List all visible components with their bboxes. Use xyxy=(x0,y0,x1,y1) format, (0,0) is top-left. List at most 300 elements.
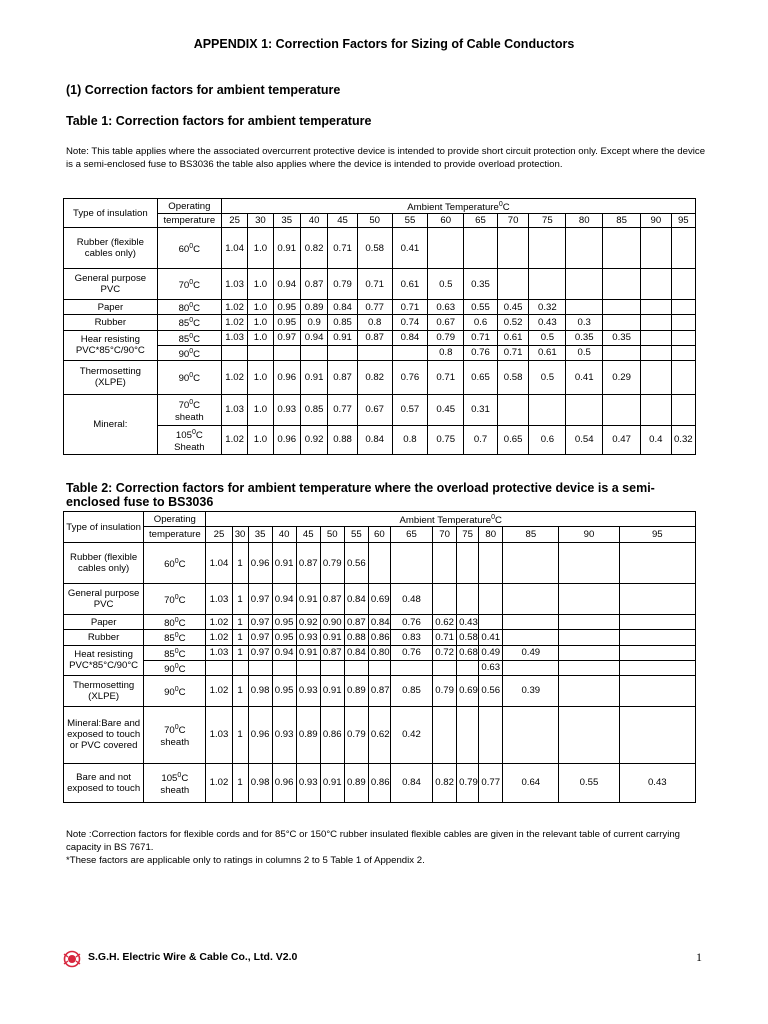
factor-cell: 0.91 xyxy=(296,645,320,660)
factor-cell: 0.71 xyxy=(464,330,498,345)
insulation-type: Thermosetting (XLPE) xyxy=(64,360,158,394)
col-header-temperature: temperature xyxy=(157,214,221,228)
factor-cell xyxy=(503,660,559,675)
factor-cell: 0.87 xyxy=(368,675,390,706)
op-temp-value: 90 xyxy=(164,687,175,699)
celsius-mark: C xyxy=(178,663,186,675)
factor-cell: 1 xyxy=(232,763,248,802)
op-temp-value: 105 xyxy=(161,773,178,785)
factor-cell: 0.90 xyxy=(320,615,344,630)
celsius-mark: C xyxy=(193,400,201,412)
factor-cell: 0.5 xyxy=(428,269,464,300)
factor-cell: 1.03 xyxy=(206,645,232,660)
factor-cell xyxy=(641,345,672,360)
celsius-mark: C xyxy=(181,773,189,785)
factor-cell: 0.76 xyxy=(392,360,428,394)
ambient-label: Ambient Temperature xyxy=(399,515,492,527)
col-header-temperature: temperature xyxy=(144,527,206,543)
temp-header: 30 xyxy=(232,527,248,543)
factor-cell xyxy=(671,269,695,300)
factor-cell: 0.35 xyxy=(464,269,498,300)
col-header-insulation: Type of insulation xyxy=(64,512,144,543)
op-temp-value: 85 xyxy=(178,318,190,330)
factor-cell: 1.03 xyxy=(221,269,247,300)
celsius-mark: C xyxy=(193,373,201,385)
op-temp-value: 90 xyxy=(164,663,175,675)
factor-cell: 0.96 xyxy=(248,706,272,763)
factor-cell xyxy=(566,394,603,425)
factor-cell: 0.43 xyxy=(529,315,566,330)
degree-mark: 0 xyxy=(189,243,194,251)
factor-cell: 0.83 xyxy=(390,630,432,645)
bottom-note-2: *These factors are applicable only to ratings in columns 2 to 5 Table 1 of Appendix 2. xyxy=(66,855,425,866)
factor-cell: 1.0 xyxy=(248,228,273,269)
factor-cell: 0.61 xyxy=(529,345,566,360)
op-temp-value: 80 xyxy=(164,618,175,630)
factor-cell xyxy=(273,345,300,360)
factor-cell xyxy=(503,706,559,763)
insulation-type: Paper xyxy=(64,300,158,315)
celsius-mark: C xyxy=(195,430,203,442)
table2 xyxy=(63,511,696,803)
factor-cell: 0.47 xyxy=(603,425,641,454)
degree-mark: 0 xyxy=(189,302,194,310)
factor-cell: 0.94 xyxy=(300,330,327,345)
factor-cell: 0.79 xyxy=(457,763,479,802)
factor-cell: 0.94 xyxy=(272,645,296,660)
factor-cell: 0.49 xyxy=(479,645,503,660)
temp-header: 50 xyxy=(357,214,392,228)
col-header-ambient xyxy=(206,512,696,527)
factor-cell: 1.0 xyxy=(248,360,273,394)
operating-temp xyxy=(157,269,221,300)
table-row xyxy=(64,645,696,660)
factor-cell xyxy=(619,660,695,675)
factor-cell xyxy=(300,345,327,360)
operating-temp xyxy=(144,706,206,763)
op-temp-value: 80 xyxy=(178,303,190,315)
factor-cell xyxy=(641,228,672,269)
insulation-type: Rubber xyxy=(64,630,144,645)
factor-cell: 0.92 xyxy=(296,615,320,630)
header-row xyxy=(64,199,696,214)
factor-cell: 0.88 xyxy=(344,630,368,645)
degree-mark: 0 xyxy=(189,279,194,287)
factor-cell: 0.96 xyxy=(272,763,296,802)
factor-cell xyxy=(559,675,619,706)
insulation-type: Rubber (flexible cables only) xyxy=(64,543,144,584)
insulation-type: General purpose PVC xyxy=(64,584,144,615)
factor-cell: 0.68 xyxy=(457,645,479,660)
degree-mark: 0 xyxy=(191,429,196,437)
factor-cell: 0.5 xyxy=(566,345,603,360)
factor-cell: 0.93 xyxy=(272,706,296,763)
factor-cell: 0.63 xyxy=(479,660,503,675)
insulation-type: Rubber xyxy=(64,315,158,330)
table-row xyxy=(64,345,696,360)
degree-mark: 0 xyxy=(174,647,179,655)
factor-cell: 0.3 xyxy=(566,315,603,330)
factor-cell xyxy=(320,660,344,675)
table-row xyxy=(64,228,696,269)
factor-cell: 0.32 xyxy=(671,425,695,454)
table-row xyxy=(64,543,696,584)
temp-header: 80 xyxy=(479,527,503,543)
factor-cell: 0.48 xyxy=(390,584,432,615)
header-row xyxy=(64,527,696,543)
factor-cell: 0.29 xyxy=(603,360,641,394)
celsius-mark: C xyxy=(193,333,201,345)
factor-cell xyxy=(232,660,248,675)
operating-temp xyxy=(157,315,221,330)
factor-cell: 0.79 xyxy=(328,269,357,300)
factor-cell xyxy=(559,615,619,630)
factor-cell: 0.58 xyxy=(357,228,392,269)
temp-header: 50 xyxy=(320,527,344,543)
insulation-type: Paper xyxy=(64,615,144,630)
factor-cell xyxy=(619,630,695,645)
factor-cell: 0.69 xyxy=(368,584,390,615)
factor-cell xyxy=(248,345,273,360)
temp-header: 25 xyxy=(206,527,232,543)
factor-cell: 1.0 xyxy=(248,394,273,425)
operating-temp xyxy=(157,300,221,315)
factor-cell: 1 xyxy=(232,615,248,630)
factor-cell: 0.95 xyxy=(272,675,296,706)
table-row xyxy=(64,269,696,300)
factor-cell: 0.71 xyxy=(497,345,529,360)
factor-cell xyxy=(619,675,695,706)
operating-temp xyxy=(144,660,206,675)
ambient-label: Ambient Temperature xyxy=(407,202,499,214)
temp-header: 75 xyxy=(529,214,566,228)
op-temp-value: 105 xyxy=(175,430,192,442)
factor-cell xyxy=(559,543,619,584)
table-row xyxy=(64,300,696,315)
factor-cell xyxy=(344,660,368,675)
factor-cell: 0.93 xyxy=(296,675,320,706)
factor-cell xyxy=(603,269,641,300)
factor-cell: 0.65 xyxy=(464,360,498,394)
sheath-label: sheath xyxy=(174,411,204,423)
factor-cell: 1.0 xyxy=(248,330,273,345)
factor-cell: 0.8 xyxy=(357,315,392,330)
factor-cell xyxy=(603,394,641,425)
factor-cell: 0.91 xyxy=(320,675,344,706)
temp-header: 55 xyxy=(344,527,368,543)
factor-cell: 0.65 xyxy=(497,425,529,454)
operating-temp xyxy=(144,543,206,584)
insulation-type: General purpose PVC xyxy=(64,269,158,300)
factor-cell xyxy=(457,706,479,763)
factor-cell: 0.82 xyxy=(300,228,327,269)
factor-cell: 0.95 xyxy=(273,315,300,330)
factor-cell: 0.55 xyxy=(559,763,619,802)
factor-cell xyxy=(497,394,529,425)
celsius-mark: C xyxy=(193,318,201,330)
factor-cell xyxy=(559,706,619,763)
bottom-note-1: Note :Correction factors for flexible cords and for 85°C or 150°C rubber insulated flexible cables are given in the relevant table of current carrying capacity in BS 7671. xyxy=(66,829,680,853)
factor-cell: 0.45 xyxy=(428,394,464,425)
sheath-label: Sheath xyxy=(174,441,205,453)
table-row xyxy=(64,315,696,330)
factor-cell: 1 xyxy=(232,706,248,763)
factor-cell: 1.02 xyxy=(206,675,232,706)
celsius-mark: C xyxy=(178,725,186,737)
factor-cell: 0.97 xyxy=(248,584,272,615)
table-row xyxy=(64,675,696,706)
factor-cell xyxy=(641,394,672,425)
factor-cell: 0.35 xyxy=(603,330,641,345)
factor-cell: 0.4 xyxy=(641,425,672,454)
factor-cell xyxy=(559,630,619,645)
factor-cell xyxy=(603,315,641,330)
factor-cell xyxy=(221,345,247,360)
celsius-mark: C xyxy=(178,618,186,630)
factor-cell: 0.96 xyxy=(273,425,300,454)
factor-cell: 1 xyxy=(232,543,248,584)
factor-cell xyxy=(497,228,529,269)
factor-cell: 0.76 xyxy=(390,645,432,660)
op-temp-value: 85 xyxy=(164,633,175,645)
factor-cell: 0.5 xyxy=(529,330,566,345)
factor-cell: 0.62 xyxy=(433,615,457,630)
table-row xyxy=(64,584,696,615)
temp-header: 60 xyxy=(368,527,390,543)
factor-cell: 0.95 xyxy=(273,300,300,315)
factor-cell: 0.55 xyxy=(464,300,498,315)
factor-cell: 0.84 xyxy=(368,615,390,630)
factor-cell xyxy=(328,345,357,360)
factor-cell xyxy=(206,660,232,675)
factor-cell xyxy=(479,543,503,584)
factor-cell xyxy=(559,645,619,660)
degree-mark: 0 xyxy=(177,772,182,780)
factor-cell: 0.71 xyxy=(392,300,428,315)
factor-cell: 0.87 xyxy=(300,269,327,300)
factor-cell: 0.87 xyxy=(328,360,357,394)
factor-cell: 0.71 xyxy=(433,630,457,645)
factor-cell: 0.84 xyxy=(392,330,428,345)
factor-cell xyxy=(457,543,479,584)
factor-cell: 0.31 xyxy=(464,394,498,425)
factor-cell: 1 xyxy=(232,645,248,660)
factor-cell: 0.94 xyxy=(272,584,296,615)
degree-mark: 0 xyxy=(491,514,495,521)
factor-cell: 1.02 xyxy=(221,315,247,330)
temp-header: 45 xyxy=(296,527,320,543)
factor-cell: 0.95 xyxy=(272,615,296,630)
col-header-operating: Operating xyxy=(157,199,221,214)
factor-cell: 0.85 xyxy=(300,394,327,425)
factor-cell: 0.76 xyxy=(390,615,432,630)
table-row xyxy=(64,660,696,675)
factor-cell: 0.94 xyxy=(273,269,300,300)
factor-cell xyxy=(357,345,392,360)
factor-cell: 0.58 xyxy=(457,630,479,645)
operating-temp xyxy=(144,584,206,615)
factor-cell: 0.84 xyxy=(344,645,368,660)
op-temp-value: 70 xyxy=(164,595,175,607)
operating-temp xyxy=(144,763,206,802)
col-header-ambient xyxy=(221,199,695,214)
factor-cell: 0.84 xyxy=(390,763,432,802)
insulation-type: Bare and not exposed to touch xyxy=(64,763,144,802)
temp-header: 35 xyxy=(273,214,300,228)
factor-cell: 0.41 xyxy=(479,630,503,645)
op-temp-value: 70 xyxy=(164,725,175,737)
factor-cell: 0.56 xyxy=(344,543,368,584)
celsius-mark: C xyxy=(193,303,201,315)
factor-cell: 1 xyxy=(232,630,248,645)
factor-cell: 0.76 xyxy=(464,345,498,360)
factor-cell: 0.92 xyxy=(300,425,327,454)
factor-cell xyxy=(559,660,619,675)
factor-cell: 0.61 xyxy=(497,330,529,345)
factor-cell: 0.58 xyxy=(497,360,529,394)
operating-temp xyxy=(144,675,206,706)
factor-cell xyxy=(641,300,672,315)
degree-mark: 0 xyxy=(174,685,179,693)
factor-cell: 1 xyxy=(232,584,248,615)
table-row xyxy=(64,706,696,763)
celsius-mark: C xyxy=(178,648,186,660)
insulation-type: Thermosetting (XLPE) xyxy=(64,675,144,706)
degree-mark: 0 xyxy=(174,594,179,602)
table-row xyxy=(64,630,696,645)
op-temp-value: 90 xyxy=(178,348,190,360)
factor-cell xyxy=(479,706,503,763)
op-temp-value: 85 xyxy=(164,648,175,660)
celsius-mark: C xyxy=(178,687,186,699)
factor-cell xyxy=(368,660,390,675)
factor-cell xyxy=(529,269,566,300)
table-row xyxy=(64,360,696,394)
factor-cell xyxy=(503,543,559,584)
factor-cell: 0.91 xyxy=(320,763,344,802)
factor-cell: 1.04 xyxy=(206,543,232,584)
factor-cell xyxy=(392,345,428,360)
factor-cell: 1 xyxy=(232,675,248,706)
factor-cell xyxy=(641,315,672,330)
factor-cell xyxy=(559,584,619,615)
factor-cell xyxy=(671,330,695,345)
factor-cell: 0.86 xyxy=(320,706,344,763)
footer xyxy=(62,950,702,968)
factor-cell: 1.03 xyxy=(206,706,232,763)
table1-heading: Table 1: Correction factors for ambient temperature xyxy=(66,114,372,128)
factor-cell: 1.04 xyxy=(221,228,247,269)
temp-header: 80 xyxy=(566,214,603,228)
factor-cell: 1.0 xyxy=(248,315,273,330)
section-heading: (1) Correction factors for ambient temperature xyxy=(66,83,341,97)
factor-cell: 0.79 xyxy=(428,330,464,345)
factor-cell: 0.93 xyxy=(296,630,320,645)
factor-cell: 0.91 xyxy=(320,630,344,645)
factor-cell xyxy=(390,660,432,675)
degree-mark: 0 xyxy=(174,558,179,566)
temp-header: 40 xyxy=(300,214,327,228)
factor-cell: 0.89 xyxy=(344,675,368,706)
temp-header: 65 xyxy=(464,214,498,228)
temp-header: 55 xyxy=(392,214,428,228)
factor-cell xyxy=(433,706,457,763)
factor-cell: 0.97 xyxy=(248,630,272,645)
factor-cell: 0.71 xyxy=(428,360,464,394)
factor-cell xyxy=(619,615,695,630)
factor-cell xyxy=(272,660,296,675)
factor-cell: 0.35 xyxy=(566,330,603,345)
temp-header: 95 xyxy=(671,214,695,228)
factor-cell: 0.5 xyxy=(529,360,566,394)
factor-cell: 0.89 xyxy=(296,706,320,763)
temp-header: 85 xyxy=(503,527,559,543)
degree-mark: 0 xyxy=(189,347,194,355)
operating-temp xyxy=(144,615,206,630)
celsius-mark: C xyxy=(178,595,186,607)
factor-cell: 0.95 xyxy=(272,630,296,645)
celsius-mark: C xyxy=(494,515,502,527)
factor-cell xyxy=(368,543,390,584)
temp-header: 85 xyxy=(603,214,641,228)
factor-cell: 1.02 xyxy=(221,300,247,315)
factor-cell: 0.84 xyxy=(357,425,392,454)
factor-cell xyxy=(619,543,695,584)
factor-cell xyxy=(503,615,559,630)
insulation-type: Mineral: xyxy=(64,394,158,454)
page-title: APPENDIX 1: Correction Factors for Sizing of Cable Conductors xyxy=(193,37,575,51)
factor-cell: 0.71 xyxy=(328,228,357,269)
factor-cell: 0.62 xyxy=(368,706,390,763)
factor-cell: 0.54 xyxy=(566,425,603,454)
factor-cell: 0.67 xyxy=(357,394,392,425)
factor-cell: 0.6 xyxy=(529,425,566,454)
factor-cell: 0.75 xyxy=(428,425,464,454)
factor-cell: 1.02 xyxy=(206,630,232,645)
op-temp-value: 60 xyxy=(164,559,175,571)
factor-cell xyxy=(603,300,641,315)
factor-cell: 0.93 xyxy=(296,763,320,802)
factor-cell: 0.91 xyxy=(328,330,357,345)
factor-cell: 0.74 xyxy=(392,315,428,330)
factor-cell: 0.87 xyxy=(320,584,344,615)
temp-header: 35 xyxy=(248,527,272,543)
factor-cell xyxy=(619,645,695,660)
degree-mark: 0 xyxy=(189,372,194,380)
insulation-type: Mineral:Bare and exposed to touch or PVC covered xyxy=(64,706,144,763)
factor-cell xyxy=(248,660,272,675)
celsius-mark: C xyxy=(178,633,186,645)
factor-cell xyxy=(529,394,566,425)
celsius-mark: C xyxy=(193,244,201,256)
col-header-operating: Operating xyxy=(144,512,206,527)
factor-cell: 0.42 xyxy=(390,706,432,763)
factor-cell: 0.71 xyxy=(357,269,392,300)
factor-cell: 0.49 xyxy=(503,645,559,660)
factor-cell xyxy=(671,315,695,330)
factor-cell: 0.43 xyxy=(619,763,695,802)
factor-cell xyxy=(479,584,503,615)
factor-cell xyxy=(433,660,457,675)
celsius-mark: C xyxy=(502,202,510,214)
degree-mark: 0 xyxy=(189,332,194,340)
factor-cell: 0.7 xyxy=(464,425,498,454)
temp-header: 65 xyxy=(390,527,432,543)
factor-cell: 0.9 xyxy=(300,315,327,330)
factor-cell: 0.86 xyxy=(368,630,390,645)
factor-cell: 0.97 xyxy=(248,615,272,630)
operating-temp xyxy=(157,228,221,269)
